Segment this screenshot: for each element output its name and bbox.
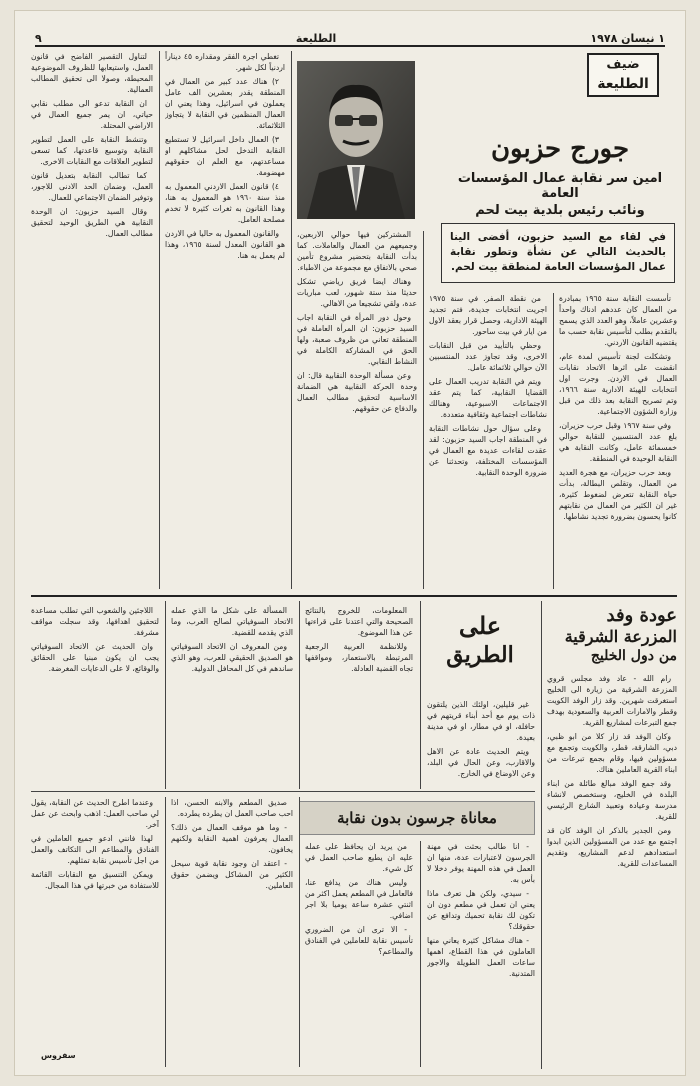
story3-c-p2: ومن المعروف ان الاتحاد السوفياتي هو الصديق الحقيقي للعرب، وهو الذي ساندهم في كل المحافل الدولية.: [171, 642, 293, 673]
story4-b-p3: - الا ترى ان من الضروري تأسيس نقابة للعاملين في الفنادق والمطاعم؟: [305, 925, 413, 956]
story3-title2: الطريق: [446, 642, 514, 668]
story3-b-p1: المعلومات، للخروج بالنتائج الصحيحة والتي اعتدنا على قراءتها عن هذا الموضوع.: [305, 606, 413, 637]
portrait-illustration: [297, 61, 415, 219]
story1-c-p2: وهناك ايضا فريق رياضي تشكل حديثا منذ ستة شهور، لعب مباريات عدة، ولقي تشجيعا من الاهالي.: [297, 277, 417, 308]
story1-d-p4: ٤) قانون العمل الاردني المعمول به منذ سنة ١٩٦٠ هو المعمول به هنا، وهذا القانون به ثغرات كثيرة لا تخدم مصلحة العامل.: [165, 182, 285, 224]
story1-b-p4: وعلى سؤال حول نشاطات النقابة في المنطقة اجاب السيد حزبون: لقد عقدت لقاءات عديدة مع العمال في المؤسسات المختلفة، وتحدثنا عن ضرورة الوحدة النقابية.: [429, 424, 547, 477]
story1-a-p3: وفي سنة ١٩٦٧ وقبل حرب حزيران، بلغ عدد المنتسبين للنقابة حوالي خمسمائة عامل، وكانت النقابة هي النقابة الوحيدة في المنطقة.: [559, 421, 677, 463]
story1-column-c: [297, 229, 417, 589]
story3-headline: [425, 611, 535, 701]
story1-c-p1: المشتركين فيها حوالي الاربعين، وجميعهم من العمال والعاملات. كما بدأت النقابة بتحضير مشروع تأمين صحي بالاتفاق مع مجموعة من الاطباء.: [297, 230, 417, 272]
story4-c-p3: - اعتقد ان وجود نقابة قوية سيحل الكثير من المشاكل ويضمن حقوق العاملين.: [171, 859, 293, 890]
story1-b-p1: من نقطة الصفر. في سنة ١٩٧٥ اجريت انتخابات جديدة، فتم تجديد الهيئة الادارية، وحصل قرار بعقد الاول من ايار في بيت ساحور.: [429, 294, 547, 336]
page-number: ٩: [35, 32, 42, 45]
story1-column-e: [31, 51, 153, 589]
story4-column-d: [31, 797, 159, 1049]
story2-p3: وقد جمع الوفد مبالغ طائلة من ابناء البلدة في الخليج، وستخصص لانشاء مدرسة وعيادة وتعبيد الشارع الرئيسي للقرية.: [547, 779, 677, 821]
column-rule: [541, 601, 542, 1069]
story4-c-p1: صديق المطعم والابنه الحسن، اذا احب صاحب العمل ان يطرده يطرده.: [171, 798, 293, 818]
column-rule: [420, 841, 421, 1067]
story2-p4: ومن الجدير بالذكر ان الوفد كان قد اجتمع مع عدد من المسؤولين الذين ابدوا استعدادهم لدعم المشاريع، وتقديم المساعدات للقرية.: [547, 826, 677, 868]
column-rule: [299, 797, 300, 1067]
column-rule: [159, 51, 160, 589]
story2-title1: عودة وفد: [606, 605, 677, 626]
story2-p1: رام الله - عاد وفد مجلس قروي المزرعة الشرقية من زيارة الى الخليج استغرقت شهرين. وقد زار الوفد الكويت وقطر والامارات العربية والسعودية بهدف جمع التبرعات لمشاريع القرية.: [547, 674, 677, 727]
column-rule: [299, 601, 300, 789]
story2-headline: [547, 605, 677, 665]
story4-a-p3: - هناك مشاكل كثيرة يعاني منها العاملون في هذا القطاع، اهمها ساعات العمل الطويلة والاجور المتدنية.: [427, 936, 535, 978]
guest-badge: [587, 53, 659, 97]
portrait-photo: [297, 61, 415, 219]
story3-column-a: [427, 699, 535, 789]
story4-title: معاناة جرسون بدون نقابة: [337, 809, 497, 827]
story2-p2: وكان الوفد قد زار كلا من ابو ظبي، دبي، الشارقة، قطر، والكويت وتجمع مع مسؤولين فيها، وقام بجمع تبرعات من ابناء القرية العاملين هناك.: [547, 732, 677, 774]
story1-column-a: [559, 293, 677, 589]
story3-a-p1: غير قليلين، اولئك الذين يلتقون ذات يوم مع أحد أبناء قريتهم في حافلة، او في مطار، او في مدينة بعيدة.: [427, 700, 535, 742]
story3-d-p1: اللاجئين والشعوب التي تطلب مساعدة لتحقيق اهدافها، وقد سجلت مواقف مشرفة.: [31, 606, 159, 637]
column-rule: [553, 293, 554, 589]
story4-d-p2: لهذا فانني ادعو جميع العاملين في الفنادق والمطاعم الى التكاتف والعمل من اجل تأسيس نقابة تمثلهم.: [31, 834, 159, 865]
story2-title3: من دول الخليج: [590, 648, 677, 664]
story4-banner: [299, 801, 535, 835]
section-divider: [31, 595, 677, 597]
column-rule: [420, 601, 421, 789]
story1-e-p1: لتناول التقصير الفاضح في قانون العمل، واستيعابها للظروف الموضوعية المحيطة، وصولا الى تحقيق المطالب العمالية.: [31, 52, 153, 94]
column-rule: [165, 797, 166, 1067]
story1-column-b: [429, 293, 547, 589]
badge-line2: الطليعة: [597, 76, 649, 92]
story1-d-p5: والقانون المعمول به حاليا في الاردن هو القانون المعدل لسنة ١٩٦٥، وهذا لم يعمل به هنا.: [165, 229, 285, 260]
story3-column-d: [31, 605, 159, 789]
story4-column-b: [305, 841, 413, 1067]
story4-column-c: [171, 797, 293, 1067]
story2-title2: المزرعة الشرقية: [564, 627, 677, 646]
story4-c-p2: - وما هو موقف العمال من ذلك؟ العمال يعرفون اهمية النقابة ولكنهم يخافون.: [171, 823, 293, 854]
story1-a-p4: وبعد حرب حزيران، مع هجرة العديد من العمال، وتقلص البطالة، بدأت حياة النقابة تتعرض لضغوط كثيرة، غير ان الكثير من العمال من نقابتهم كانوا يحسون بضرورة تجديد نشاطها.: [559, 468, 677, 521]
story1-d-p2: ٢) هناك عدد كبير من العمال في المنطقة يقدر بعشرين الف عامل يعملون في اسرائيل، وهذا يعني ان العمال المنظمين في النقابة لا يتجاوز الثلاثمائة.: [165, 77, 285, 130]
story1-e-p3: وتنشط النقابة على العمل لتطوير النقابة وتوسيع قاعدتها، كما تسعى لتطوير العلاقات مع النقابات الاخرى.: [31, 135, 153, 166]
story1-e-p2: ان النقابة تدعو الى مطلب نقابي حياتي، ان يمر جميع العمال في الاراضي المحتلة.: [31, 99, 153, 130]
section-name: الطليعة: [295, 32, 337, 45]
story1-b-p3: ويتم في النقابة تدريب العمال على القضايا النقابية، كما يتم عقد الاجتماعات الاسبوعية، وهنالك نشاطات اجتماعية وثقافية متعددة.: [429, 377, 547, 419]
story1-b-p2: وحظي بالتأييد من قبل النقابات الاخرى، وقد تجاوز عدد المنتسبين الآن حوالي ثلاثمائة عامل.: [429, 341, 547, 372]
story3-column-c: [171, 605, 293, 789]
story3-column-b: [305, 605, 413, 789]
badge-line1: ضيف: [606, 57, 640, 72]
story1-c-p3: وحول دور المرأة في النقابة اجاب السيد حزبون: ان المرأة العاملة في المنطقة تعاني من ظروف صعبة، ولها الحق في المشاركة الكاملة في النشاط النقابي.: [297, 313, 417, 366]
story4-column-a: [427, 841, 535, 1067]
story1-a-p2: وتشكلت لجنة تأسيس لمدة عام، انقضت على اثرها الاتحاد نقابات العمال في الاردن. وجرت اول انتخابات للهيئة الادارية سنة ١٩٦٦، وتم تصريح النقابة بعد ذلك من قبل وزارة الشؤون الاجتماعية.: [559, 352, 677, 416]
story3-c-p1: المسألة على شكل ما الذي عمله الاتحاد السوفياتي لصالح العرب، وما الذي يقدمه للقضية.: [171, 606, 293, 637]
column-rule: [423, 231, 424, 589]
story2-column: [547, 673, 677, 1069]
story3-b-p2: وللانظمة العربية الرجعية المرتبطة بالاستعمار، ومواقفها تجاه القضية العادلة.: [305, 642, 413, 673]
section-divider: [31, 791, 535, 792]
story1-d-p1: تغطي اجرة الفقر ومقداره ٤٥ ديناراً اردنياً لكل شهر.: [165, 52, 285, 72]
column-rule: [291, 51, 292, 589]
story1-a-p1: تأسست النقابة سنة ١٩٦٥ بمبادرة من العمال كان عددهم ادناك واحداً وعشرين عاملاً، وهو العدد الذي يسمح بالتقدم بطلب لتأسيس نقابة حسب ما يقتضيه القانون الاردني.: [559, 294, 677, 347]
issue-date: ١ نيسان ١٩٧٨: [590, 32, 665, 45]
story4-d-p3: ويمكن التنسيق مع النقابات القائمة للاستفادة من خبرتها في هذا المجال.: [31, 870, 159, 890]
story1-e-p4: كما تطالب النقابة بتعديل قانون العمل، وضمان الحد الادنى للاجور، وتوفير الضمان الاجتماعي للعمال.: [31, 171, 153, 202]
story4-b-p1: من يريد ان يحافظ على عمله عليه ان يطيع صاحب العمل في كل شيء.: [305, 842, 413, 873]
story1-subtitle2: ونائب رئيس بلدية بيت لحم: [475, 203, 645, 218]
story1-subtitle1: امين سر نقابة عمال المؤسسات العامة: [457, 171, 663, 201]
story1-d-p3: ٣) العمال داخل اسرائيل لا تستطيع النقابة التدخل لحل مشاكلهم او مساعدتهم، مع العلم ان حقوقهم مهضومة.: [165, 135, 285, 177]
page-header: [35, 25, 665, 47]
story1-name: جورج حزبون: [490, 134, 630, 164]
story3-d-p2: وان الحديث عن الاتحاد السوفياتي يجب ان يكون مبنيا على الحقائق والوقائع، لا على الدعايات المغرضة.: [31, 642, 159, 673]
story3-a-p2: ويتم الحديث عادة عن الاهل والاقارب، وعن الحال في البلد، وعن الاوضاع في الخارج.: [427, 747, 535, 778]
story4-b-p2: وليس هناك من يدافع عنا، فالعامل في المطعم يعمل اكثر من اثنتي عشرة ساعة يوميا بلا اجر اضافي.: [305, 878, 413, 920]
story3-title1: على: [458, 611, 502, 640]
story4-a-p2: - سيدي، ولكن هل تعرف ماذا يعني ان تعمل في مطعم دون ان تكون لك نقابة تحميك وتدافع عن حقوقك؟: [427, 889, 535, 931]
story1-e-p5: وقال السيد حزبون: ان الوحدة النقابية هي الطريق الوحيد لتحقيق مطالب العمال.: [31, 207, 153, 238]
column-rule: [165, 601, 166, 789]
story1-c-p4: وعن مسألة الوحدة النقابية قال: ان وحدة الحركة النقابية هي الضمانة الاساسية لتحقيق مطالب العمال والدفاع عن حقوقهم.: [297, 371, 417, 413]
story1-intro: في لقاء مع السيد حزبون، أفضى الينا بالحديث التالي عن نشأة وتطور نقابة عمال المؤسسات العامة لمنطقة بيت لحم.: [450, 231, 666, 273]
story1-intro-box: [441, 223, 675, 283]
story4-signature: سفروس: [41, 1051, 76, 1060]
story4-d-p1: وعندما اطرح الحديث عن النقابة، يقول لي صاحب العمل: اذهب وابحث عن عمل آخر.: [31, 798, 159, 829]
story4-a-p1: - انا طالب بحثت في مهنة الجرسون لاعتبارات عدة، منها ان العمل في هذه المهنة يوفر دخلا لا بأس به.: [427, 842, 535, 884]
story1-headline: [445, 133, 675, 218]
story1-column-d: [165, 51, 285, 589]
newspaper-page: [14, 10, 686, 1076]
